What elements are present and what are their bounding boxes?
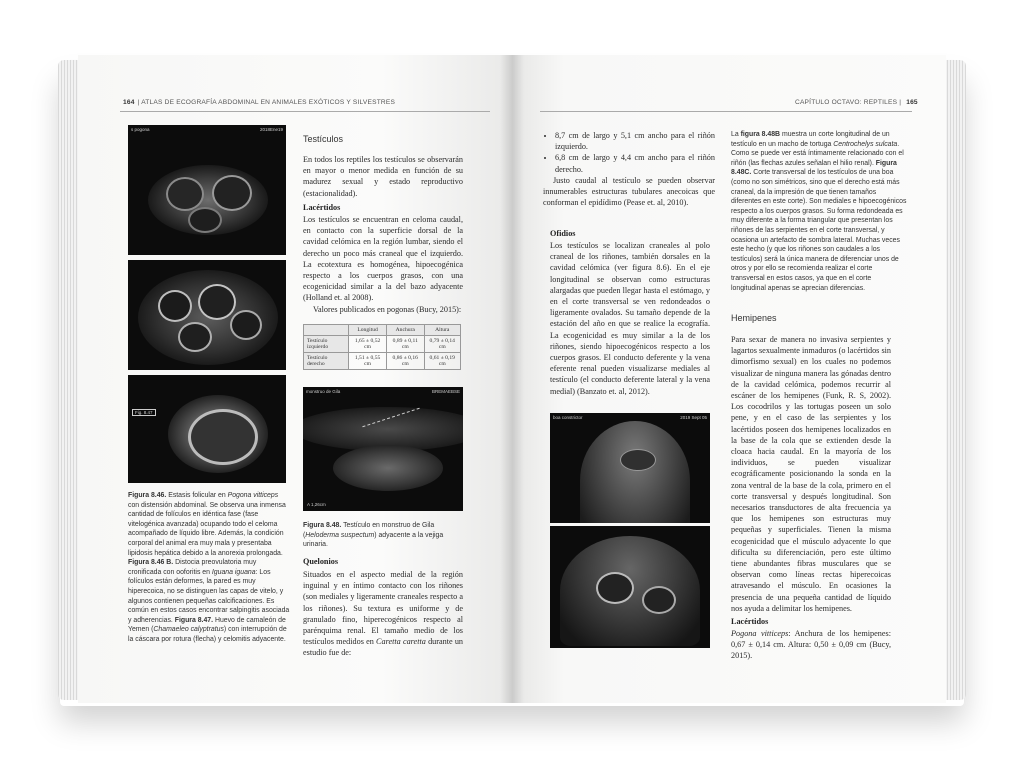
scale-readout: A 1,26cm [307, 502, 326, 507]
table-cell: 0,61 ± 0,19 cm [424, 353, 460, 370]
hemipenes-text [731, 334, 891, 614]
ultrasound-figure-8-48c [550, 526, 710, 648]
table-cell: 0,89 ± 0,11 cm [387, 336, 425, 353]
heading-testiculos: Testículos [303, 134, 344, 144]
caption-figure-ref: figura 8.48B [740, 131, 781, 138]
figure-caption-left [128, 491, 290, 645]
ultrasound-figure-8-46 [128, 125, 286, 255]
left-page-number: 164 [123, 99, 135, 106]
table-header-row [304, 325, 461, 336]
heading-quelonios: Quelonios [303, 557, 339, 566]
heading-ofidios: Ofidios [550, 229, 576, 238]
caption-species: Chamaeleo calyptratus [153, 626, 224, 634]
heading-lacertidos: Lacértidos [303, 203, 341, 212]
figure-label: Fig. 8.47 [132, 409, 156, 416]
heading-lacertidos-right: Lacértidos [731, 617, 769, 626]
figure-caption-8-48 [303, 521, 463, 550]
table-header: Longitud [349, 325, 387, 336]
right-page-edges [944, 60, 966, 700]
caption-species: Centrochelys sulcata [833, 140, 898, 148]
caption-figure-ref: Figura 8.48C. [731, 159, 897, 177]
left-head-rule [120, 111, 490, 112]
table-cell: 1,51 ± 0,55 cm [349, 353, 387, 370]
left-running-title: ATLAS DE ECOGRAFÍA ABDOMINAL EN ANIMALES EXÓTICOS Y SILVESTRES [141, 99, 396, 106]
paragraph: durante un estudio fue de: [303, 637, 464, 658]
figure-date: 2018Ene19 [259, 127, 283, 132]
table-row [304, 353, 461, 370]
figure-tag: monstruo de Gila [306, 389, 341, 394]
caption-species: Pogona vitticeps [227, 492, 279, 499]
table-cell: 0,86 ± 0,16 cm [387, 353, 425, 370]
ultrasound-figure-8-48 [303, 387, 463, 511]
figure-tag: boa constrictor [553, 415, 583, 420]
caption-text: Testículo en monstruo de Gila ( [303, 522, 435, 539]
caption-figure-ref: Figura 8.47. [174, 616, 214, 624]
figure-tag: s pogona [131, 127, 150, 132]
list-item: • 8,7 cm de largo y 5,1 cm ancho para el riñón izquierdo. [555, 130, 715, 152]
quelonios-text [303, 569, 463, 659]
table-cell: Testículo izquierdo [304, 336, 349, 353]
ofidios-text [550, 240, 710, 397]
table-header [304, 325, 349, 336]
caption-species: Heloderma suspectum [305, 531, 375, 539]
caption-text: ) adyacente a la vejiga urinaria. [303, 531, 444, 549]
caption-figure-ref: Figura 8.46. [128, 492, 167, 499]
right-running-title: CAPÍTULO OCTAVO: REPTILES [795, 99, 898, 106]
caption-text: Distocia preovulatoria muy cronificada con ooforitis en [128, 559, 257, 576]
paragraph: Justo caudal al testículo se pueden observar innumerables estructuras tubulares anecoicas que conforman el epidídimo (Pease et. al, 2010). [543, 175, 715, 208]
caption-text: La [731, 131, 739, 138]
caption-text: . Como se puede ver está íntimamente relacionado con el riñón (las flechas azules señalan el hilio renal). [731, 140, 904, 167]
caption-text: Corte transversal de los testículos de una boa (como no son simétricos, sino que el derecho está más craneal, da la impresión de que tienen tamaños diferentes en este corte). Son mediales e hipoecogénicos respecto a los cuerpos grasos. Su forma redondeada es muy diferente a la forma triangular que presentan los riñones de las serpientes en el corte transversal, y ocasiona un artefacto de sombra lateral. Muchas veces este hecho (y que los riñones son caudales a los testículos) será la única manera de diferenciar unos de otros y por ello se recomienda realizar el corte transversal en estos casos, ya que en el corte longitudinal apenas se aprecian diferencias. [731, 169, 907, 292]
caption-text: ) con interrupción de la cáscara por rotura (flecha) y celomitis adyacente. [128, 626, 287, 643]
species: Caretta caretta [376, 637, 426, 647]
caption-species: Iguana iguana [211, 568, 256, 576]
paragraph: Para sexar de manera no invasiva serpientes y lagartos sexualmente inmaduros (o lacértidos sin dimorfismo sexual) en los cuales no podemos visualizar de ninguna manera las gónadas dentro de la cavidad celómica, podemos recurrir al escáner de los hemipenes (Funk, R. S, 2002). Los cocodrilos y las tortugas poseen un solo pene, y en el caso de las serpientes y los lacértidos poseen dos hemipenes localizados en la base de la cola que se extienden desde la cloaca hacia caudal. En la mayoría de los individuos, se pueden visualizar ecográficamente posicionando la sonda en la zona ventral de la base de la cola, primero en el corte transversal y después longitudinal. Son necesarios transductores de alta frecuencia ya que los hemipenes son estructuras muy pequeñas y superficiales. Tienen la misma ecogenicidad que el músculo adyacente lo que dificulta su diferenciación, pero este último tiene abundantes fibras musculares que se observan como líneas rectas hiperecoicas atravesando el músculo. En ocasiones la presencia de una pequeña cantidad de líquido nos ayuda a delimitar los hemipenes. [731, 335, 891, 613]
table-header: Anchura [387, 325, 425, 336]
caption-text: Huevo de camaleón de Yemen ( [128, 616, 286, 634]
paragraph: Valores publicados en pogonas (Bucy, 2015): [313, 304, 462, 314]
caption-text: muestra un corte longitudinal de un testículo en un macho de tortuga [731, 131, 890, 148]
right-head-rule [540, 111, 912, 112]
list-item: • 6,8 cm de largo y 4,4 cm ancho para el riñón derecho. [555, 152, 715, 174]
figure-date: 2019 Sept 05 [680, 415, 707, 420]
caption-text: : Los folículos están deformes, la pared es muy hiperecoica, no se distinguen las capas de vitelo, y algunos contienen pequeñas calcificaciones. Es común en estos casos encontrar salpingitis asociada y adherencias. [128, 568, 290, 624]
book-gutter [500, 55, 524, 703]
species: Pogona vitticeps [731, 629, 789, 638]
left-page-edges [58, 60, 80, 700]
caption-figure-ref: Figura 8.46 B. [128, 559, 174, 567]
table-cell: 0,79 ± 0,14 cm [424, 336, 460, 353]
paragraph: : Anchura de los hemipenes: 0,67 ± 0,14 cm. Altura: 0,50 ± 0,09 cm (Bucy, 2015). [731, 629, 891, 661]
paragraph: Situados en el aspecto medial de la región inguinal y en íntimo contacto con los riñones (son mediales y ligeramente craneales respecto a los riñones). Su textura es uniforme y de granulado fino, hiperecogénicos respecto al parénquima renal. El tamaño medio de los testículos medidos en [303, 570, 463, 647]
paragraph: Los testículos se localizan craneales al polo craneal de los riñones, también dorsales en la cavidad celómica (ver figura 8.6). En el eje longitudinal se observan como estructuras alargadas que pueden llegar hasta el estómago, y en el corte transversal se ven redondeados o ligeramente ovalados. Su tamaño depende de la estación del año en que se realice la ecografía. La ecogenicidad es muy similar a la de los riñones, siendo hipoecogénicos respecto a los cuerpos grasos. El conducto deferente y la vena eferente renal pueden visualizarse mediales al testículo (el conducto deferente lateral y la vena medial) (Banzato et. al, 2012). [550, 241, 710, 396]
table-row [304, 336, 461, 353]
left-running-head: 164 | ATLAS DE ECOGRAFÍA ABDOMINAL EN ANIMALES EXÓTICOS Y SILVESTRES [123, 99, 396, 106]
testicle-values-table [303, 324, 461, 370]
paragraph: En todos los reptiles los testículos se observarán en mayor o menor medida en función de su madurez sexual y estado reproductivo (estacionalidad). [303, 155, 463, 198]
table-header: Altura [424, 325, 460, 336]
right-page-number: 165 [906, 99, 918, 106]
right-running-head: CAPÍTULO OCTAVO: REPTILES | 165 [795, 99, 918, 106]
hemipenes-values [731, 628, 891, 662]
lacertidos-text [303, 214, 463, 315]
caption-figure-ref: Figura 8.48. [303, 522, 342, 529]
ultrasound-figure-8-48b [550, 413, 710, 523]
ultrasound-figure-8-46b [128, 260, 286, 370]
figure-caption-right [731, 130, 907, 293]
heading-hemipenes: Hemipenes [731, 313, 777, 323]
ultrasound-figure-8-47 [128, 375, 286, 483]
caption-text: Estasis folicular en [168, 492, 226, 499]
testiculos-intro [303, 154, 463, 199]
table-cell: Testículo derecho [304, 353, 349, 370]
paragraph: Los testículos se encuentran en celoma caudal, en contacto con la superficie dorsal de la cavidad celómica en la región lumbar, siendo el derecho un poco más craneal que el izquierdo. La ecotextura es homogénea, hipoecogénica respecto a los cuerpos grasos, con una ecogenicidad similar a la del bazo adyacente (Holland et. al 2008). [303, 215, 463, 303]
figure-tag: BREMAEBSE [431, 389, 460, 394]
kidney-bullets [543, 130, 715, 208]
table-cell: 1,65 ± 0,52 cm [349, 336, 387, 353]
caption-text: con distensión abdominal. Se observa una inmensa cantidad de folículos en idéntica fase (fase vitelogénica avanzada) ocupando todo el celoma acompañado de líquido libre. Además, la condición corporal del animal era muy mala y presentaba lipidosis hepática debido a la anorexia prolongada. [128, 501, 286, 557]
